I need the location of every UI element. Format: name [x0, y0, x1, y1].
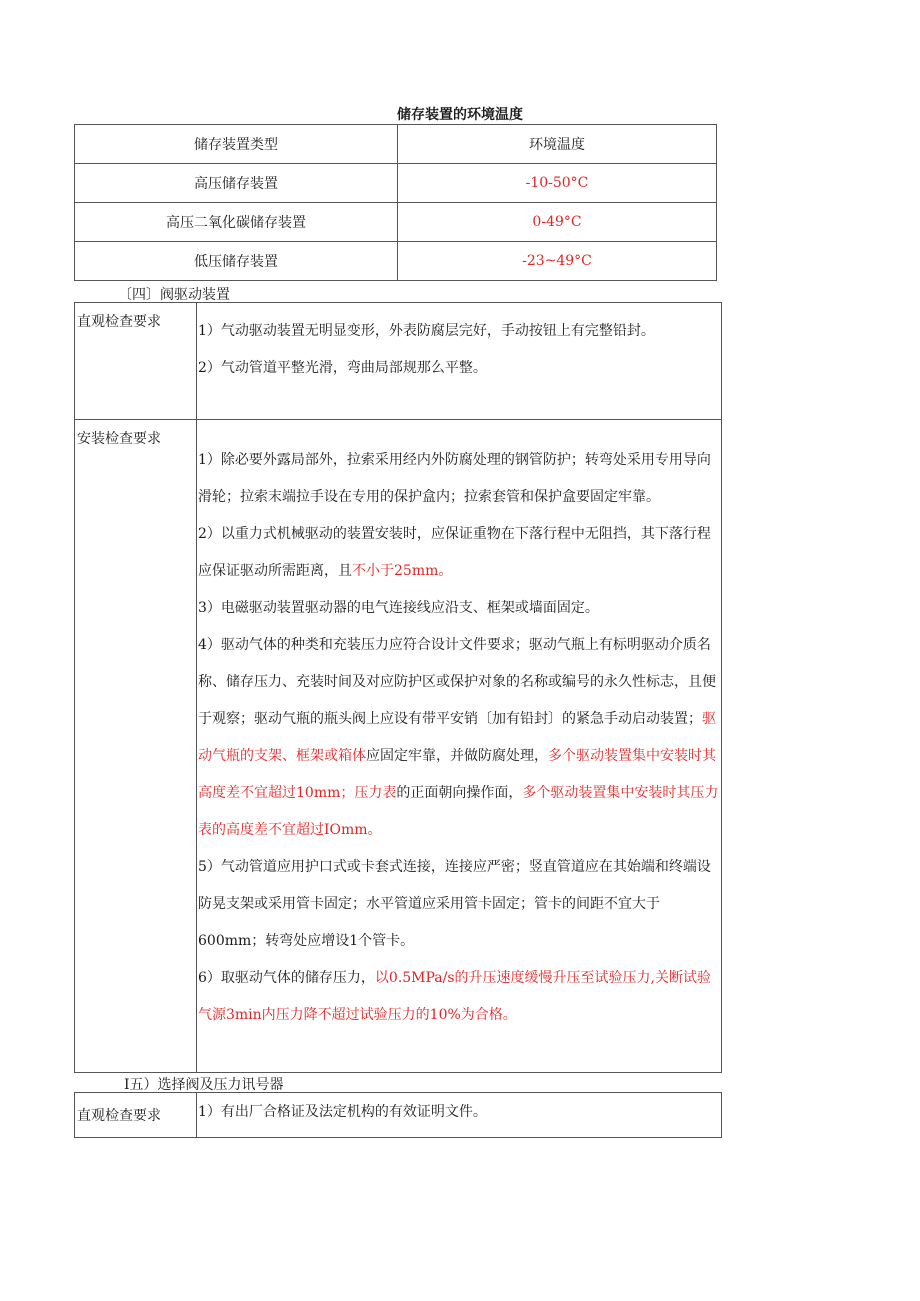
temperature-cell: -23~49°C: [398, 242, 717, 281]
text-span: 2）以重力式机械驱动的装置安装时，应保证重物在下落行程中无阻挡，其下落行程应保证驱动所需距离，且: [198, 526, 711, 579]
text-span: 的正面朝向操作面，: [396, 785, 523, 801]
device-type-cell: 低压储存装置: [75, 242, 398, 281]
highlight-text: 多个驱动装置集中安装时其高度差不宜超过10mm；压力表: [198, 748, 716, 801]
text-span: 6）取驱动气体的储存压力，: [198, 970, 375, 986]
text-span: 4）驱动气体的种类和充装压力应符合设计文件要求；驱动气瓶上有标明驱动介质名称、储存压力、充装时间及对应防护区或保护对象的名称或编号的永久性标志，且便于观察；驱动气瓶的瓶头阀上应设有带平安销〔加有铅封〕的紧急手动启动装置；: [198, 637, 716, 727]
temperature-cell: -10-50°C: [398, 164, 717, 203]
section-heading: I五）选择阀及压力讯号器: [124, 1077, 284, 1093]
table-row: [75, 303, 722, 420]
header-cell: 储存装置类型: [75, 125, 398, 164]
valve-drive-table: [74, 302, 722, 1073]
list-item: 1）除必要外露局部外，拉索采用经内外防腐处理的钢管防护；转弯处采用专用导向滑轮；拉索末端拉手设在专用的保护盒内；拉索套管和保护盒要固定牢靠。: [198, 452, 711, 505]
highlight-text: 以0.5MPa/s的升压速度缓慢升压至试验压力,关断试验气源3min内压力降不超过试验压力的10%为合格。: [198, 970, 712, 1023]
list-item: 3）电磁驱动装置驱动器的电气连接线应沿支、框架或墙面固定。: [198, 600, 599, 616]
table-row: [75, 242, 717, 281]
row-content: 1）有出厂合格证及法定机构的有效证明文件。: [197, 1093, 722, 1138]
device-type-cell: 高压储存装置: [75, 164, 398, 203]
table-row: [75, 420, 722, 1073]
text-span: 应固定牢靠，并做防腐处理，: [366, 748, 548, 764]
highlight-text: 不小于25mm。: [352, 563, 453, 579]
table-header-row: [75, 125, 717, 164]
highlight-text: 多个驱动装置集中安装时其压力表的高度差不宜超过IOmm。: [198, 785, 719, 838]
row-content: [197, 303, 722, 420]
list-item: [198, 627, 719, 849]
temperature-cell: 0-49°C: [398, 203, 717, 242]
header-cell: 环境温度: [398, 125, 717, 164]
list-item: 5）气动管道应用护口式或卡套式连接，连接应严密；竖直管道应在其始端和终端设防晃支架或采用管卡固定；水平管道应采用管卡固定；管卡的间距不宜大于600mm；转弯处应增设1个管卡。: [198, 859, 711, 949]
row-label: 直观检查要求: [75, 303, 197, 420]
row-label: 直观检查要求: [75, 1093, 197, 1138]
list-item: [198, 960, 719, 1034]
table-row: [75, 203, 717, 242]
table-row: [75, 164, 717, 203]
row-label: 安装检查要求: [75, 420, 197, 1073]
table-title: 储存装置的环境温度: [397, 107, 523, 123]
device-type-cell: 高压二氧化碳储存装置: [75, 203, 398, 242]
highlight-text: 驱动气瓶的支架、框架或箱体: [198, 711, 716, 764]
list-item: [198, 516, 719, 590]
table-row: [75, 1093, 722, 1138]
list-item: 1）气动驱动装置无明显变形，外表防腐层完好，手动按钮上有完整铅封。: [198, 323, 655, 339]
selector-valve-table: [74, 1092, 722, 1138]
section-heading: 〔四〕阀驱动装置: [118, 287, 230, 303]
storage-temperature-table: [74, 124, 717, 281]
row-content: [197, 420, 722, 1073]
list-item: 2）气动管道平整光滑，弯曲局部规那么平整。: [198, 360, 487, 376]
